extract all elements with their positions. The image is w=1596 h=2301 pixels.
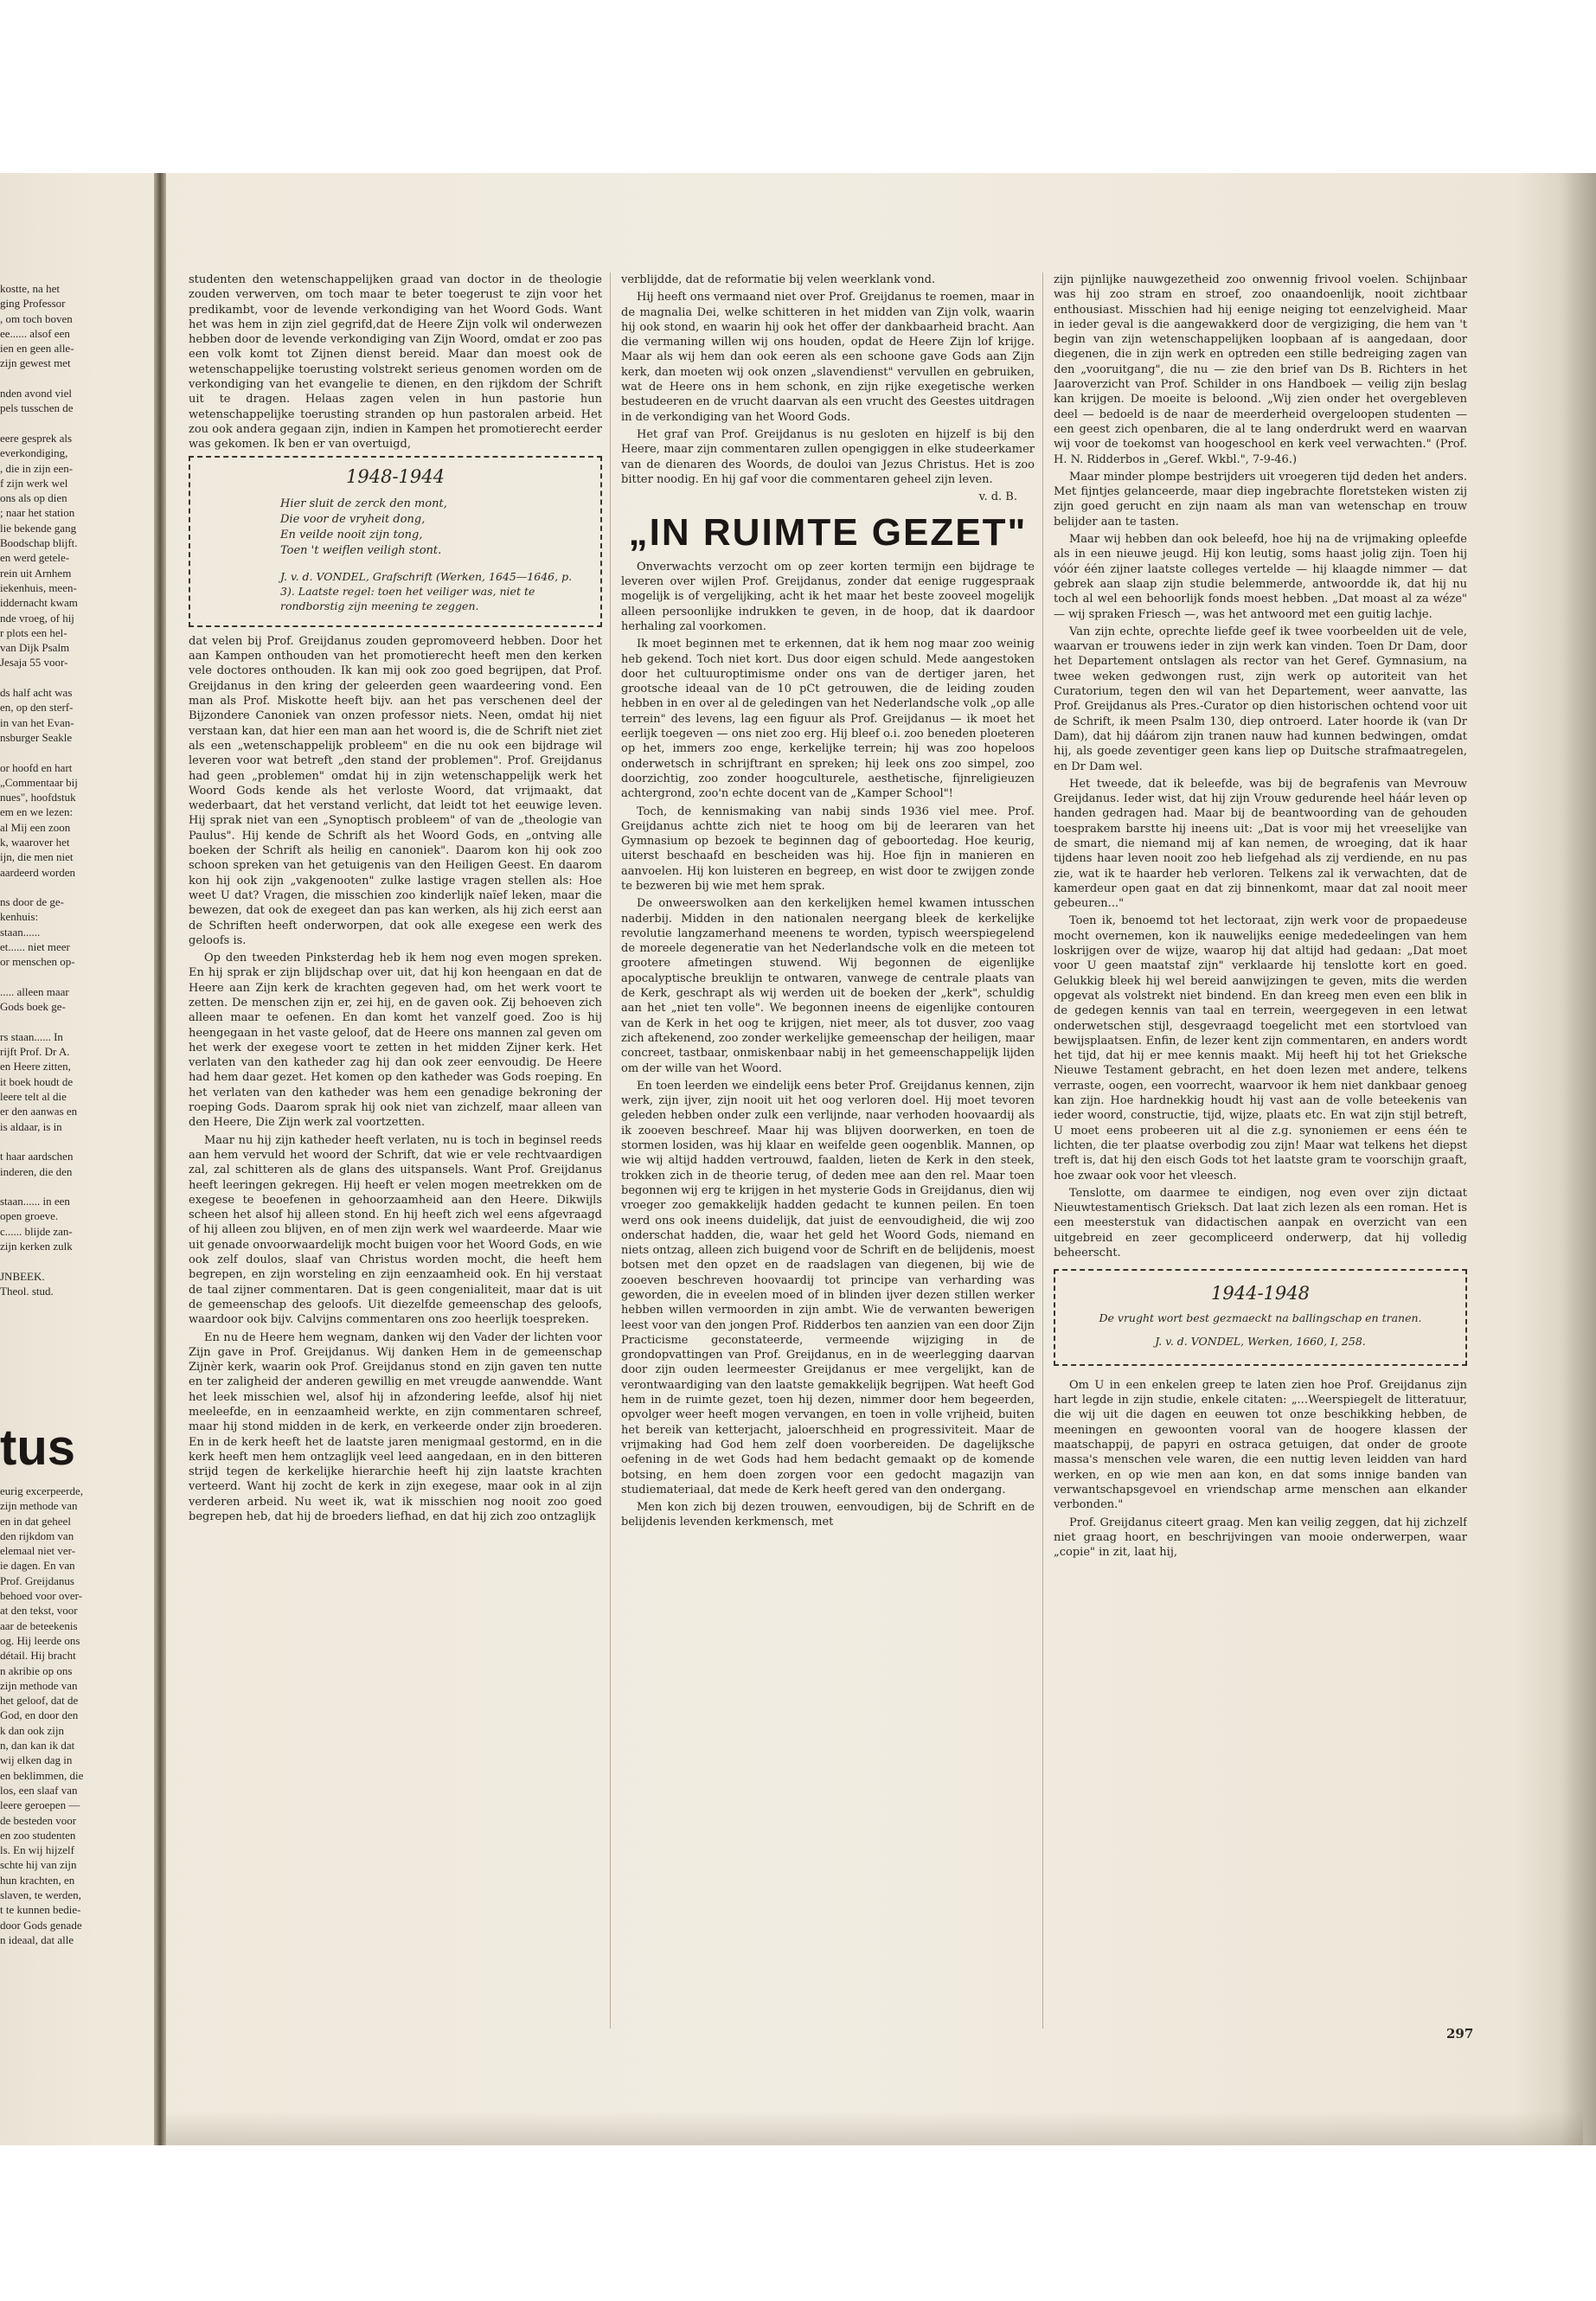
fragment-line: rs staan...... In [0, 1029, 63, 1043]
fragment-line: rijft Prof. Dr A. [0, 1045, 70, 1059]
fragment-line: ie dagen. En van [0, 1559, 75, 1573]
fragment-line: nsburger Seakle [0, 730, 73, 744]
fragment-line: kenhuis: [0, 910, 39, 924]
fragment-line: behoed voor over- [0, 1589, 83, 1603]
fragment-line: elemaal niet ver- [0, 1544, 76, 1558]
fragment-line: ns door de ge- [0, 895, 65, 909]
fragment-line: détail. Hij bracht [0, 1649, 76, 1663]
fragment-line: open groeve. [0, 1209, 59, 1223]
paragraph: Prof. Greijdanus citeert graag. Men kan veilig zeggen, dat hij zichzelf niet graag hoort, en beschrijvingen van mooie onderwerpen, waar „copie" in zit, laat hij, [1054, 1516, 1467, 1560]
fragment-line: zijn kerken zulk [0, 1240, 73, 1253]
fragment-line: eurig excerpeerde, [0, 1484, 83, 1497]
fragment-line [0, 371, 138, 386]
fragment-line [0, 970, 138, 984]
fragment-line: k, waarover het [0, 835, 70, 849]
paragraph: Ik moet beginnen met te erkennen, dat ik hem nog maar zoo weinig heb gekend. Toch niet kort. Dus door eigen schuld. Mede aangestoken door het cultuuroptimisme onder ons van de dertiger jaren, het grootsche ideaal van de 10 pCt getrouwen, die de leiding zouden hebben in en over al de geledingen van het Nederlandsche volk „op alle terrein" des levens, lag een figuur als Prof. Greijdanus — ik moet het eerlijk toegeven — ons niet zoo erg. Hij bleef o.i. zoo beneden ploeteren op het, immers zoo enge, kerkelijke terrein; hij was zoo hopeloos onderwetsch in schrijftrant en spreken; hij leek ons zoo simpel, zoo doorzichtig, zoo zonder hoogculturele, aesthetische, fijnreligieuzen achtergrond, zoo'n echte docent van de „Kamper School"! [621, 638, 1035, 801]
fragment-line [0, 670, 138, 685]
fragment-line [0, 1015, 138, 1029]
paragraph: studenten den wetenschappelijken graad van doctor in de theologie zouden verwerven, om toch maar te beter toegerust te zijn voor het predikambt, voor de levende verkondiging van het Woord Gods. Want het was hem in zijn ziel gegrifd,dat de Heere Zijn volk wil onderwezen hebben door de levende verkondiging van Zijn Woord, omdat er zoo pas een volk komt tot Zijnen dienst bereid. Maar dan moest ook de wetenschappelijke toerusting volstrekt serieus genomen worden om de verkondiging van het evangelie te dienen, en den rijkdom der Schrift uit te dragen. Helaas zagen velen in hun pastorie hun wetenschappelijke toerusting stranden op hun pastoralen arbeid. Het zou ook andera gegaan zijn, indien in Kampen het promotierecht eerder was gekomen. Ik ben er van overtuigd, [189, 273, 602, 452]
paragraph: dat velen bij Prof. Greijdanus zouden gepromoveerd hebben. Door het aan Kampen onthouden van het promotierecht heeft men den kerken vele doctores onthouden. Ik kan mij ook zoo goed begrijpen, dat Prof. Greijdanus in den kring der geleerden geen waardeering vond. Een man als Prof. Miskotte heeft bijv. aan het pas verschenen deel der Bijzondere Canoniek van onzen professor niets. Neen, omdat hij niet verstaan kan, dat hier een man aan het woord is, die de Schrift niet ziet als een „wetenschappelijk probleem" en die nu ook een bijdrage wil leveren voor wat betreft „den stand der problemen". Prof. Greijdanus had geen „problemen" omdat hij in zijn wetenschappelijk werk het Woord Gods kende als het verloste Woord, dat vrijmaakt, dat wederbaart, dat het verstand verlicht, dat leidt tot het eeuwige leven. Hij sprak niet van een „Synoptisch probleem" of van de „theologie van Paulus". Hij kende de Schrift als het Woord Gods, en „ontving alle boeken der Schrift als heilig en canoniek". Daarom kon hij ook zoo schoon spreken van het getuigenis van den Heiligen Geest. En daarom kon hij ook zijn „vakgenooten" zulke lastige vragen stellen als: Hoe weet U dat? Vragen, die misschien zoo kinderlijk naïef leken, maar die bewezen, dat ook de exegeet dan pas kan werken, als hij zich eerst aan de Schriften heeft onderworpen, dat ook alle exegese een werk des geloofs is. [189, 634, 602, 947]
fragment-line: den rijkdom van [0, 1529, 74, 1542]
fragment-line: n akribie op ons [0, 1663, 73, 1677]
fragment-line: Prof. Greijdanus [0, 1574, 74, 1587]
fragment-line: ons als op dien [0, 491, 67, 505]
paragraph: En toen leerden we eindelijk eens beter Prof. Greijdanus kennen, zijn werk, zijn ijver, zijn nooit uit het oog verloren doel. Hij moet tevoren geleden hebben onder zulk een verlijnde, naar verhoden hoovaardij als ik zooeven beschreef. Maar hij was blijven doorwerken, en toen de stormen losiden, was hij klaar en weifelde geen oogenblik. Mannen, op wie wij altijd hadden vertrouwd, faalden, lieten de Kerk in den steek, trokken zich in de theorie terug, of deden mee aan den rel. Maar toen begonnen wij erg te krijgen in het mysterie Gods in Greijdanus, dien wij vroeger zoo gemakkelijk hadden gedacht te kunnen peilen. En toen werd ons ook ineens duidelijk, dat juist de eenvoudigheid, die wij zoo onderschat hadden, die, waar het geld het Woord Gods, niemand en niets ontzag, alleen zich buigend voor de Schrift en de belijdenis, moest botsen met den opzet en de raadslagen van diegenen, bij wie de zooeven beschreven hoovaardij tot principe van verharding was geworden, die in eveelen moed of in blinden ijver dezen stillen werker hebben willen vermoorden in zijn ambt. Wie de verwanten bewerigen leest voor van den jongen Prof. Ridderbos ten aanzien van een door Zijn Practicisme geconstateerde, vermeende wijziging in de grondopvattingen van Prof. Greijdanus, en in de weerlegging daarvan door zijn ouden leermeester Greijdanus er mee vergelijkt, kan de verontwaardiging van den laatste gemakkelijk begrijpen. Wat heeft God hem in de ruimte gezet, toen hij dezen, nimmer door hem begeerden, opvolger weer heeft mogen vervangen, en toen in volle vrijheid, buiten het bereik van ketterjacht, jaloerschheid en progressiviteit. Maar de vrijmaking had God hem zelf doen voorbereiden. De dagelijksche oefening in de wet Gods had hem bedacht gemaakt op de komende botsing, en hem doen zorgen voor een gedocht magazijn van studiemateriaal, dat mede de Kerk heeft gered van den ondergang. [621, 1079, 1035, 1497]
box-verse-line: Hier sluit de zerck den mont, [280, 497, 447, 510]
fragment-line: n ideaal, dat alle [0, 1932, 74, 1946]
column-rule [610, 272, 611, 2029]
fragment-line: rein uit Arnhem [0, 566, 72, 580]
fragment-line: it boek houdt de [0, 1074, 74, 1088]
column-2 [621, 272, 1035, 2029]
fragment-line: or menschen op- [0, 955, 75, 969]
fragment-line: kostte, na het [0, 282, 60, 295]
left-fragment-top-lines [0, 281, 138, 1298]
paragraph: Toch, de kennismaking van nabij sinds 1936 viel mee. Prof. Greijdanus achtte zich niet te hoog om bij de leeraren van het Gymnasium op bezoek te beginnen dag of geboortedag. Hoe keurig, uiterst beschaafd en bescheiden was hij. Hoe fijn in manieren en aanvoelen. Hij kon luisteren en begreep, en wist door te zwijgen zonde te bezweren bij wie met hem sprak. [621, 804, 1035, 893]
paragraph: En nu de Heere hem wegnam, danken wij den Vader der lichten voor Zijn gave in Prof. Greijdanus. Wij danken Hem in de gemeenschap Zijnèr kerk, waarin ook Prof. Greijdanus stond en zijn gaven ten nutte en ter zaligheid der anderen gewillig en met vreugde aanwendde. Want het leek misschien wel, alsof hij in afzondering leefde, alsof hij niet meeleefde, en in eenzaamheid werkte, en zijn commentaren schreef, maar hij stond midden in de kerk, en verkeerde onder zijn broederen. En in de kerk heeft het de laatste jaren menigmaal gestormd, en in die kerk heeft men hem ontzaglijk veel leed aangedaan, en in den bitteren strijd tegen de kerkelijke hierarchie heeft hij zijn laatste krachten verteerd. Want hij zocht de kerk in zijn exegese, maar ook in al zijn verderen arbeid. Nu weet ik, wat ik misschien nog nooit zoo goed begrepen heb, dat hij de broeders liefhad, en dat hij zich zoo ontzaglijk [189, 1330, 602, 1524]
paragraph: Onverwachts verzocht om op zeer korten termijn een bijdrage te leveren over wijlen Prof. Greijdanus, zonder dat eenige ruggespraak mogelijk is of vergelijking, acht ik het maar het beste zooveel mogelijk alleen persoonlijke indrukken te geven, in de hoop, dat ik daardoor herhaling zal voorkomen. [621, 560, 1035, 633]
paragraph: Het tweede, dat ik beleefde, was bij de begrafenis van Mevrouw Greijdanus. Ieder wist, dat hij zijn Vrouw gedurende heel háár leven op handen gedragen had. Maar bij de beantwoording van de gehouden toesprakem barstte hij ineens uit: „Dat is voor mij het vreeselijke van de smart, die niemand mij af kan nemen, de wroeging, dat ik haar tijdens haar leven nooit zoo heb liefgehad als zij verdiende, en nu pas zie, wat ik te haarder heb verloren. Telkens zal ik verwachten, dat de kamerdeur open gaat en dat zij binnenkomt, maar dat zal nooit meer gebeuren..." [1054, 777, 1467, 911]
fragment-line: at den tekst, voor [0, 1604, 78, 1618]
paragraph: Men kon zich bij dezen trouwen, eenvoudigen, bij de Schrift en de belijdenis levenden kerkmensch, met [621, 1501, 1035, 1529]
fragment-line: en Heere zitten, [0, 1060, 71, 1074]
paragraph: Op den tweeden Pinksterdag heb ik hem nog even mogen spreken. En hij sprak er zijn blijdschap over uit, dat hij kon heengaan en dat de Heere aan Zijn kerk de krachten gegeven had, om het werk voort te zetten. De menschen zijn er, zei hij, en de gaven ook. Zij behoeven zich alleen maar te oefenen. En dan komt het vanzelf goed. Zoo is hij heengegaan in het vaste geloof, dat de Heere ons mannen zal geven om het werk der exegese voort te zetten in het midden Zijner kerk. Het verlaten van den katheder zag hij dan ook zeer eenvoudig. De Heere had hem daar gezet. Het komen op den katheder was Gods roeping. En het verlaten van den katheder was hem een genadige bekroning der roeping Gods. Daarom sprak hij ook niet van zichzelf, maar alleen van den Heere, Die Zijn werk zal voortzetten. [189, 952, 602, 1130]
fragment-line: het geloof, dat de [0, 1694, 79, 1708]
fragment-line: et...... niet meer [0, 940, 70, 954]
paragraph: Maar minder plompe bestrijders uit vroegeren tijd deden het anders. Met fijntjes gelanceerde, maar diep ingebrachte floretsteken wisten zij zijn goed gerucht en zijn naam als man van wetenschap en trouw belijder aan te tasten. [1054, 470, 1467, 529]
fragment-line: , om toch boven [0, 311, 73, 325]
fragment-line: is aldaar, is in [0, 1119, 62, 1133]
left-page-fragment-bottom [0, 1484, 138, 1947]
fragment-line: nues", hoofdstuk [0, 791, 76, 804]
paragraph: Toen ik, benoemd tot het lectoraat, zijn werk voor de propaedeuse mocht overnemen, kon ik nauwelijks eenige mededeelingen van hem loskrijgen over de wijze, waarop hij dat altijd had gedaan: „Dat moet voor U geen maatstaf zijn" verklaarde hij tenslotte kort en goed. Gelukkig bleek hij wel bereid aanwijzingen te geven, mits die werden opgevat als volstrekt niet bindend. En dan kreeg men even een blik in de gedegen kennis van taal en terrein, weergegeven in een letwat onderwetschen stijl, desgevraagd toegelicht met een stortvloed van bewijsplaatsen. Enfin, de lezer kent zijn commentaren, en anders wordt het tijd, dat hij er mee kennis maakt. Mij heeft hij tot het Grieksche Nieuwe Testament gebracht, en het doen lezen met andere, telkens verraste, oogen, een voorrecht, waarvoor ik hem niet dankbaar genoeg kan zijn. Hoe hardnekkig houdt hij vast aan de volle beteekenis van ieder woord, constructie, tijd, wijze, plaats etc. En wat zijn stijl betreft, U moet eens probeeren uit al die z.g. synoniemen er eens één te lichten, die ter plaatse overbodig zou zijn! Maar wat telkens het diepst treft is, dat hij den eisch Gods tot het laatste gram te voorschijn graaft, hoe zwaar ook voor het vleesch. [1054, 914, 1467, 1183]
fragment-line: ls. En wij hijzelf [0, 1843, 74, 1857]
paragraph: De onweerswolken aan den kerkelijken hemel kwamen intusschen naderbij. Midden in den nationalen neergang bleek de kerkelijke revolutie langzamerhand meenens te worden, typisch weerspiegelend de moreele degeneratie van het Nederlandsche volk en die meteen tot grootere afmetingen stuwend. Wij begonnen de eigenlijke apocalyptische breuklijn te ontwaren, vanwege de centrale plaats van de Kerk, geschrapt als wij werden uit de boeken der „kerk", schuldig aan het „niet ten volle". We begonnen ineens de eigenlijke contouren van de Kerk in het oog te krijgen, niet meer, als tot dusver, zoo vaag zich aftekenend, zoo zonder werkelijke gemeenschap der heiligen, maar concreet, tastbaar, onmiskenbaar nabij in het gemeenschappelijk lijden om der wille van het Woord. [621, 897, 1035, 1075]
paragraph: Het graf van Prof. Greijdanus is nu gesloten en hijzelf is bij den Heere, maar zijn commentaren zullen opengiggen in elke studeerkamer van de dienaren des Woords, de douloi van Jezus Christus. Het is zoo bitter noodig. En hij gaf voor die commentaren geheel zijn leven. [621, 427, 1035, 486]
fragment-line: God, en door den [0, 1708, 79, 1722]
fragment-line [0, 1253, 138, 1268]
fragment-line: lie bekende gang [0, 521, 77, 535]
fragment-line: or hoofd en hart [0, 760, 73, 774]
memorial-box-1944 [1054, 1269, 1467, 1366]
fragment-line: en in dat geheel [0, 1514, 71, 1528]
fragment-line: , die in zijn een- [0, 461, 74, 475]
fragment-line: los, een slaaf van [0, 1783, 78, 1797]
fragment-line: zijn methode van [0, 1678, 78, 1692]
fragment-line: in van het Evan- [0, 715, 74, 729]
fragment-line: JNBEEK. [0, 1269, 45, 1283]
paragraph: Tenslotte, om daarmee te eindigen, nog even over zijn dictaat Nieuwtestamentisch Grieksch. Dat laat zich lezen als een roman. Het is een meesterstuk van didactischen aanpak en overzicht van een uitgebreid en zeer gecompliceerd onderwerp, dat hij volledig beheerscht. [1054, 1186, 1467, 1259]
box-heading: 1948-1944 [346, 465, 445, 487]
fragment-line: Jesaja 55 voor- [0, 656, 68, 670]
fragment-line: k dan ook zijn [0, 1723, 65, 1737]
fragment-line: nden avond viel [0, 387, 73, 401]
memorial-box-1948 [189, 456, 602, 627]
fragment-line: hun krachten, en [0, 1873, 75, 1887]
fragment-line: zijn gewest met [0, 356, 71, 370]
paragraph: Om U in een enkelen greep te laten zien hoe Prof. Greijdanus zijn hart legde in zijn studie, enkele citaten: „...Weerspiegelt de litteratuur, die wij uit die dagen en eeuwen tot onze beschikking hebben, de meeningen en gewoonten vooral van de hoogere klassen der maatschappij, de papyri en ostraca getuigen, dat onder de groote massa's menschen vele waren, die een nuttig leven leidden van hard werken, en op wie men aan kon, en dat soms innige banden van verwantschapsgevoel en vriendschap arme menschen aan elkander verbonden." [1054, 1378, 1467, 1512]
box-attribution: J. v. d. VONDEL, Werken, 1660, I, 258. [1155, 1334, 1366, 1348]
column-3 [1054, 272, 1467, 2029]
box-heading: 1944-1948 [1211, 1283, 1310, 1304]
paragraph: Maar nu hij zijn katheder heeft verlaten, nu is toch in beginsel reeds aan hem vervuld het woord der Schrift, dat wie er vele rechtvaardigen zal, zal schitteren als de glans des uitspansels. Want Prof. Greijdanus heeft leeringen gekregen. Hij heeft er velen mogen meetrekken om de exegese te beoefenen in gehoorzaamheid aan den Heere. Dikwijls scheen het alsof hij alleen stond. En hij heeft zich wel eens afgevraagd of hij alleen zou blijven, en of men zijn werk wel waardeerde. Maar wie uit genade onvoorwaardelijk mocht buigen voor het Woord Gods, en wie ook zelf doulos, slaaf van Christus worden mocht, die heeft hem begrepen, en zijn worsteling en zijn eenzaamheid ook. En hij verstaat de taal zijner commentaren. Dat is geen congenialiteit, maar dat is uit de gemeenschap des geloofs. Uit diezelfde gemeenschap des geloofs, waardoor ook bijv. Calvijns commentaren ons zoo heerlijk toespreken. [189, 1133, 602, 1327]
box-verse-line: En veilde nooit zijn tong, [280, 528, 423, 542]
left-headline-fragment: tus [0, 1420, 75, 1476]
fragment-line: inderen, die den [0, 1164, 73, 1178]
box-verse-line: Toen 't weiflen veiligh stont. [280, 543, 442, 557]
fragment-line: n, dan kan ik dat [0, 1739, 75, 1753]
fragment-line: staan...... in een [0, 1195, 70, 1208]
column-1 [189, 272, 602, 2029]
fragment-line: de besteden voor [0, 1813, 77, 1827]
fragment-line: door Gods genade [0, 1918, 82, 1932]
column-rule [1042, 272, 1043, 2029]
fragment-line: ging Professor [0, 297, 66, 311]
fragment-line: iddernacht kwam [0, 596, 78, 610]
left-fragment-bottom-lines [0, 1484, 138, 1947]
fragment-line [0, 880, 138, 894]
fragment-line [0, 1179, 138, 1194]
fragment-line [0, 1134, 138, 1149]
fragment-line: zijn methode van [0, 1499, 78, 1513]
paragraph: Hij heeft ons vermaand niet over Prof. Greijdanus te roemen, maar in de magnalia Dei, welke schitteren in het midden van Zijn volk, waarin hij ook stond, en waarin hij ook het offer der dankbaarheid bracht. Aan die vermaning willen wij ons houden, opdat de Heere Zijn lof krijge. Maar als wij hem dan ook eeren als een schoone gave Gods aan Zijn kerk, dan moeten wij ook onzen „slavendienst" vervullen en gebruiken, wat de Heere ons in hem schonk, en zijn rijke exegetische werken bestudeeren en de vrucht daarvan als een vrucht des Geestes uitdragen in de verkondiging van het Woord Gods. [621, 291, 1035, 424]
fragment-line: aar de beteekenis [0, 1618, 78, 1632]
fragment-line: iekenhuis, meen- [0, 580, 77, 594]
fragment-line: ds half acht was [0, 686, 73, 700]
page-bottom-shadow [164, 2111, 1583, 2145]
fragment-line: Theol. stud. [0, 1284, 54, 1298]
fragment-line: en, op den sterf- [0, 701, 74, 715]
paragraph: Van zijn echte, oprechte liefde geef ik twee voorbeelden uit de vele, waarvan er trouwens ieder in zijn werk kan vinden. Toen Dr Dam, door het Departement ontslagen als rector van het Geref. Gymnasium, na twee weken gedwongen rust, zijn werk op autoriteit van het Curatorium, tegen den wil van het Departement, weer aanvatte, las Prof. Greijdanus als Pres.-Curator op dien historischen ochtend voor uit de Schrift, ik meen Psalm 130, diep ontroerd. Later hoorde ik (van Dr Dam), dat hij dáárom zijn tranen nauw had kunnen bedwingen, omdat hij, als goede zeventiger geen kans liep op Duitsche strafmaatregelen, en Dr Dam wel. [1054, 625, 1467, 773]
fragment-line: al Mij een zoon [0, 820, 71, 834]
box-attribution: J. v. d. VONDEL, Grafschrift (Werken, 1645—1646, p. 3). Laatste regel: toen het veiliger was, niet te rondborstig zijn meening te zeggen. [280, 569, 573, 612]
fragment-line: c...... blijde zan- [0, 1224, 73, 1238]
fragment-line: er den aanwas en [0, 1105, 78, 1118]
fragment-line: en zoo studenten [0, 1828, 76, 1842]
fragment-line: staan...... [0, 925, 41, 939]
fragment-line: t haar aardschen [0, 1150, 74, 1163]
page-edge-shadow [1561, 173, 1596, 2145]
fragment-line: schte hij van zijn [0, 1858, 77, 1872]
fragment-line: van Dijk Psalm [0, 641, 70, 655]
fragment-line: everkondiging, [0, 446, 68, 460]
fragment-line: ijn, die men niet [0, 850, 74, 864]
fragment-line [0, 745, 138, 760]
fragment-line: eere gesprek als [0, 431, 73, 445]
fragment-line [0, 416, 138, 431]
article-headline: „IN RUIMTE GEZET" [628, 511, 1028, 554]
fragment-line: en werd getele- [0, 551, 70, 565]
fragment-line: ee...... alsof een [0, 326, 70, 340]
binding-fold [154, 173, 166, 2145]
paragraph: zijn pijnlijke nauwgezetheid zoo onwennig frivool voelen. Schijnbaar was hij zoo stram en stroef, zoo onaandoenlijk, nooit zichtbaar enthousiast. Misschien had hij eenige neiging tot eenzelvigheid. Maar in ieder geval is die aangewakkerd door de vergiziging, die hem van 't begin van zijn wetenschappelijken loopbaan af is aangedaan, door diegenen, die in zijn werk en optreden een stille bedreiging zagen van den „vooruitgang", die nu — zie den brief van Ds B. Richters in het Jaaroverzicht van Prof. Schilder in ons Handboek — veilig zijn beslag kan krijgen. De moeite is beloond. „Wij zien onder het overgebleven deel — bedoeld is de naar de meerderheid overgeloopen studenten — een geest zich openbaren, die al te lang onderdrukt werd en waarvan wij voor de toekomst van hoogeschool en kerk veel verwachten." (Prof. H. N. Ridderbos in „Geref. Wkbl.", 7-9-46.) [1054, 273, 1467, 466]
fragment-line: ien en geen alle- [0, 342, 74, 356]
fragment-line: leere geroepen — [0, 1798, 80, 1812]
page-number: 297 [1446, 2026, 1474, 2041]
fragment-line: „Commentaar bij [0, 775, 78, 789]
fragment-line: aardeerd worden [0, 865, 75, 879]
fragment-line: leere telt al die [0, 1090, 67, 1104]
fragment-line: Boodschap blijft. [0, 536, 78, 550]
fragment-line: r plots een hel- [0, 625, 67, 639]
fragment-line: t te kunnen bedie- [0, 1903, 81, 1917]
fragment-line: og. Hij leerde ons [0, 1633, 80, 1647]
author-signature: v. d. B. [978, 490, 1017, 504]
fragment-line: pels tusschen de [0, 401, 74, 415]
left-page-fragment [0, 281, 138, 1298]
box-verse-line: Die voor de vryheit dong, [280, 512, 426, 526]
box-verse: De vrught wort best gezmaeckt na ballingschap en tranen. [1099, 1311, 1422, 1324]
fragment-line: en beklimmen, die [0, 1768, 84, 1782]
fragment-line: ..... alleen maar [0, 984, 69, 998]
paragraph: Maar wij hebben dan ook beleefd, hoe hij na de vrijmaking opleefde als in een nieuwe jeugd. Hij kon leutig, soms haast jolig zijn. Toen hij vóór één zijner laatste colleges vertelde — hij klaagde nimmer — dat gebrek aan slaap zijn studie belemmerde, antwoordde ik, dat hij nu toch al wel een behoorlijk fonds moest hebben. „Dat moast al za wéze" — wij spraken Friesch —, was het antwoord met een guitig lachje. [1054, 533, 1467, 621]
fragment-line: Gods boek ge- [0, 1000, 66, 1014]
fragment-line: wij elken dag in [0, 1753, 73, 1767]
fragment-line: slaven, te werden, [0, 1888, 81, 1902]
paragraph: verblijdde, dat de reformatie bij velen weerklank vond. [621, 273, 936, 286]
fragment-line: ; naar het station [0, 506, 75, 520]
fragment-line: f zijn werk wel [0, 476, 68, 490]
fragment-line: nde vroeg, of hij [0, 611, 74, 625]
fragment-line: em en we lezen: [0, 805, 74, 819]
